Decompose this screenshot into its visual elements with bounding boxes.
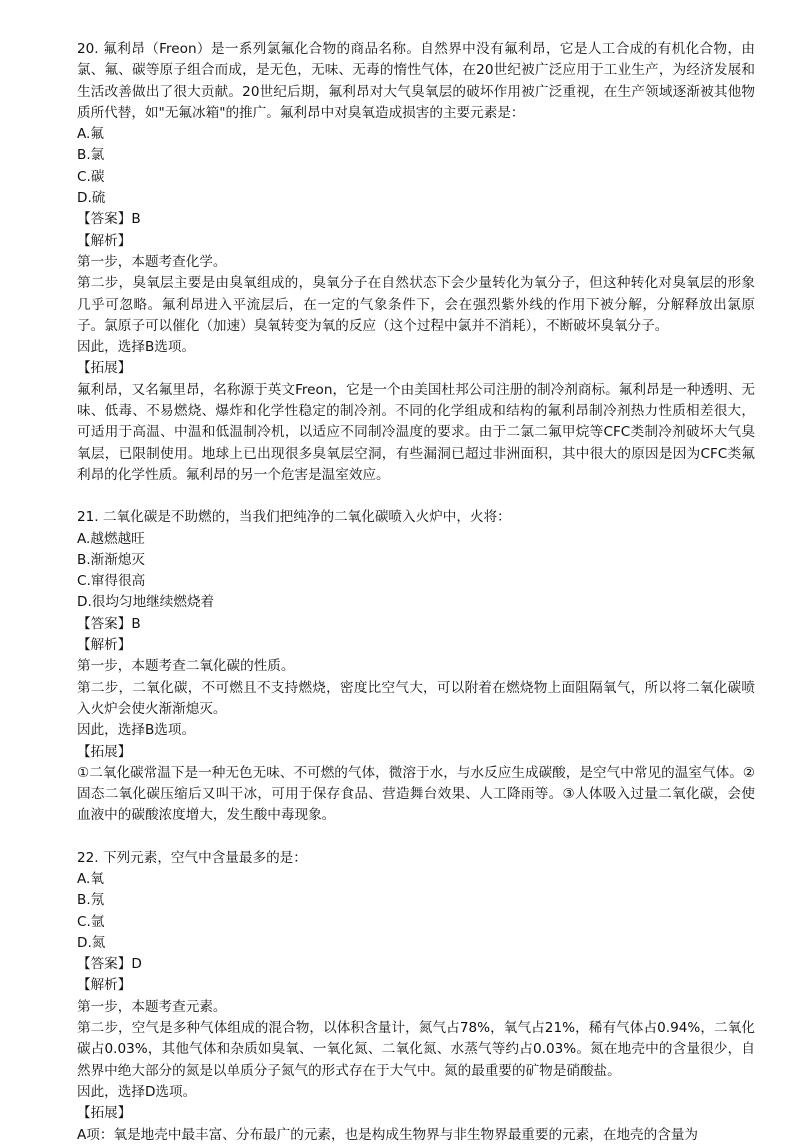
option-b: B.渐渐熄灭 (77, 551, 146, 568)
extension-text: 氟利昂，又名氟里昂，名称源于英文Freon，它是一个由美国杜邦公司注册的制冷剂商标。氟利昂是一种透明、无味、低毒、不易燃烧、爆炸和化学性稳定的制冷剂。不同的化学组成和结构的氟利昂制冷剂热力性质相差很大，可适用于高温、中温和低温制冷机，以适应不同制冷温度的要求。由于二氯二氟甲烷等CFC类制冷剂破坏大气臭氧层，已限制使用。地球上已出现很多臭氧层空洞，有些漏洞已超过非洲面积，其中很大的原因是因为CFC类氟利昂的化学性质。氟利昂的另一个危害是温室效应。 (77, 381, 755, 483)
extension-heading: 【拓展】 (77, 360, 132, 377)
extension-text: A项：氧是地壳中最丰富、分布最广的元素，也是构成生物界与非生物界最重要的元素，在地壳的含量为 (77, 1126, 699, 1143)
answer-line: 【答案】D (77, 956, 142, 973)
analysis-step-2: 第二步，空气是多种气体组成的混合物，以体积含量计，氮气占78%，氧气占21%，稀有气体占0.94%，二氧化碳占0.03%，其他气体和杂质如臭氧、一氧化氮、二氧化氮、水蒸气等约占0.03%。氮在地壳中的含量很少，自然界中绝大部分的氮是以单质分子氮气的形式存在于大气中。氮的最重要的矿物是硝酸盐。 (77, 1020, 755, 1079)
question-22 (77, 848, 755, 1146)
analysis-conclusion: 因此，选择B选项。 (77, 339, 196, 356)
question-21 (77, 507, 755, 826)
analysis-heading: 【解析】 (77, 637, 132, 654)
question-divider (77, 486, 755, 507)
question-divider (77, 827, 755, 848)
option-a: A.越燃越旺 (77, 530, 145, 547)
analysis-conclusion: 因此，选择D选项。 (77, 1083, 197, 1100)
question-stem: 20. 氟利昂（Freon）是一系列氯氟化合物的商品名称。自然界中没有氟利昂，它是人工合成的有机化合物，由氯、氟、碳等原子组合而成，是无色，无味、无毒的惰性气体，在20世纪被广泛应用于工业生产，为经济发展和生活改善做出了很大贡献。20世纪后期，氟利昂对大气臭氧层的破坏作用被广泛重视，在生产领域逐渐被其他物质所代替，如"无氟冰箱"的推广。氟利昂中对臭氧造成损害的主要元素是： (77, 41, 755, 121)
extension-text: ①二氧化碳常温下是一种无色无味、不可燃的气体，微溶于水，与水反应生成碳酸，是空气中常见的温室气体。②固态二氧化碳压缩后又叫干冰，可用于保存食品、营造舞台效果、人工降雨等。③人体吸入过量二氧化碳，会使血液中的碳酸浓度增大，发生酸中毒现象。 (77, 764, 755, 824)
question-stem: 22. 下列元素，空气中含量最多的是： (77, 849, 307, 866)
analysis-step-1: 第一步，本题考查元素。 (77, 998, 227, 1015)
analysis-step-2: 第二步，臭氧层主要是由臭氧组成的，臭氧分子在自然状态下会少量转化为氧分子，但这种转化对臭氧层的形象几乎可忽略。氟利昂进入平流层后，在一定的气象条件下，会在强烈紫外线的作用下被分解，分解释放出氯原子。氯原子可以催化（加速）臭氧转变为氧的反应（这个过程中氯并不消耗），不断破坏臭氧分子。 (77, 275, 755, 334)
analysis-step-1: 第一步，本题考查二氧化碳的性质。 (77, 658, 295, 675)
analysis-step-1: 第一步，本题考查化学。 (77, 253, 227, 270)
option-d: D.很均匀地继续燃烧着 (77, 594, 215, 611)
question-20 (77, 39, 755, 486)
option-c: C.窜得很高 (77, 573, 146, 590)
option-b: B.氖 (77, 892, 105, 909)
extension-heading: 【拓展】 (77, 743, 132, 760)
option-c: C.氩 (77, 913, 105, 930)
question-stem: 21. 二氧化碳是不助燃的，当我们把纯净的二氧化碳喷入火炉中，火将： (77, 509, 511, 526)
option-d: D.氮 (77, 934, 106, 951)
extension-heading: 【拓展】 (77, 1105, 132, 1122)
option-b: B.氯 (77, 147, 105, 164)
option-c: C.碳 (77, 168, 105, 185)
answer-line: 【答案】B (77, 211, 141, 228)
analysis-step-2: 第二步，二氧化碳，不可燃且不支持燃烧，密度比空气大，可以附着在燃烧物上面阻隔氧气，所以将二氧化碳喷入火炉会使火渐渐熄灭。 (77, 679, 755, 717)
option-a: A.氧 (77, 870, 104, 887)
analysis-heading: 【解析】 (77, 977, 132, 994)
answer-line: 【答案】B (77, 615, 141, 632)
option-a: A.氟 (77, 126, 104, 143)
option-d: D.硫 (77, 190, 106, 207)
analysis-heading: 【解析】 (77, 232, 132, 249)
analysis-conclusion: 因此，选择B选项。 (77, 722, 196, 739)
